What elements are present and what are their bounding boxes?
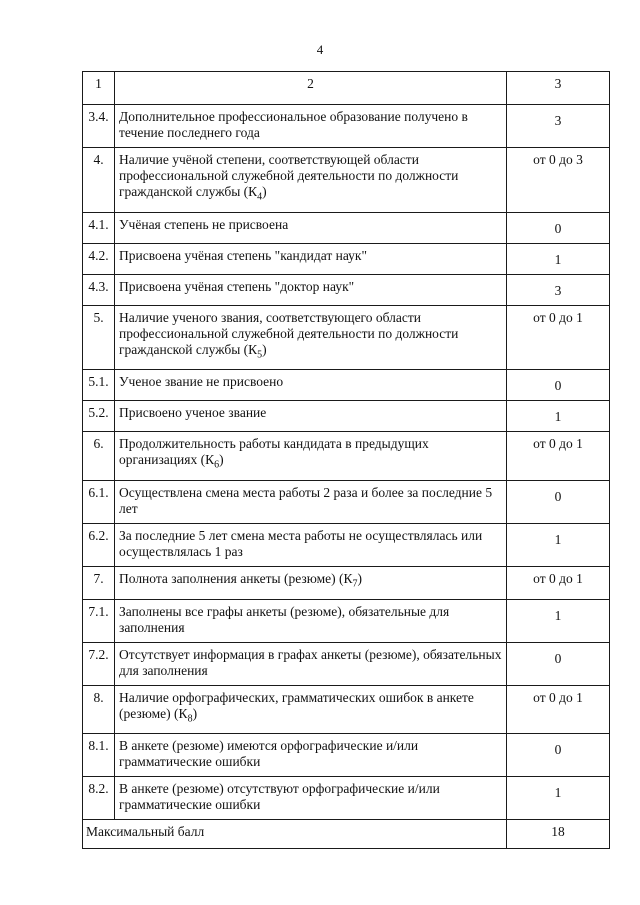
row-score (507, 734, 610, 777)
row-number: 5. (83, 305, 115, 370)
row-description: Осуществлена смена места работы 2 раза и более за последние 5 лет (115, 481, 507, 524)
row-score-value: 1 (554, 607, 562, 623)
table-header-row (83, 72, 610, 105)
table-row (83, 432, 610, 481)
row-number: 7.2. (83, 642, 115, 685)
row-description: Заполнены все графы анкеты (резюме), обязательные для заполнения (115, 599, 507, 642)
row-number: 4.1. (83, 212, 115, 243)
column-header-1: 1 (83, 72, 115, 105)
table-row (83, 734, 610, 777)
row-score (507, 642, 610, 685)
row-score (507, 148, 610, 213)
row-description: Наличие ученого звания, соответствующего области профессиональной служебной деятельности по должности гражданской службы $(К_5)$ (115, 305, 507, 370)
row-number: 5.1. (83, 370, 115, 401)
table-row (83, 685, 610, 734)
row-description: Присвоено ученое звание (115, 401, 507, 432)
table-row (83, 481, 610, 524)
column-header-3: 3 (507, 72, 610, 105)
row-score (507, 481, 610, 524)
row-score (507, 599, 610, 642)
row-number: 6. (83, 432, 115, 481)
row-score (507, 274, 610, 305)
row-number: 6.1. (83, 481, 115, 524)
row-number: 8. (83, 685, 115, 734)
row-score (507, 567, 610, 600)
row-score (507, 432, 610, 481)
table-row (83, 642, 610, 685)
row-score-value: 0 (554, 220, 562, 236)
total-value: 18 (507, 820, 610, 849)
row-description: Продолжительность работы кандидата в предыдущих организациях $(К_6)$ (115, 432, 507, 481)
total-row (83, 820, 610, 849)
row-number: 4.2. (83, 243, 115, 274)
row-score-value: от 0 до 3 (533, 152, 583, 167)
row-score-value: 1 (554, 251, 562, 267)
row-number: 7. (83, 567, 115, 600)
row-description: В анкете (резюме) отсутствуют орфографические и/или грамматические ошибки (115, 777, 507, 820)
table-row (83, 305, 610, 370)
row-number: 8.1. (83, 734, 115, 777)
row-description: Ученое звание не присвоено (115, 370, 507, 401)
row-number: 3.4. (83, 105, 115, 148)
row-number: 7.1. (83, 599, 115, 642)
table-row (83, 777, 610, 820)
row-score-value: от 0 до 1 (533, 571, 583, 587)
table-row (83, 105, 610, 148)
row-score-value: 0 (554, 489, 562, 505)
row-score-value: 1 (554, 409, 562, 425)
total-label: Максимальный балл (83, 820, 507, 849)
row-score-value: от 0 до 1 (533, 689, 583, 705)
row-description: Отсутствует информация в графах анкеты (резюме), обязательных для заполнения (115, 642, 507, 685)
row-score-value: 1 (554, 532, 562, 548)
row-description: Присвоена учёная степень "доктор наук" (115, 274, 507, 305)
row-score-value: 0 (554, 650, 562, 666)
criteria-table (82, 71, 610, 849)
row-description: Наличие орфографических, грамматических ошибок в анкете (резюме) $(К_8)$ (115, 685, 507, 734)
row-score (507, 370, 610, 401)
table-row (83, 370, 610, 401)
row-score-value: от 0 до 1 (533, 309, 583, 325)
row-number: 5.2. (83, 401, 115, 432)
row-score (507, 777, 610, 820)
row-score (507, 305, 610, 370)
table-row (83, 567, 610, 600)
row-score-value: 1 (554, 785, 562, 801)
row-score (507, 105, 610, 148)
table-row (83, 401, 610, 432)
row-description: В анкете (резюме) имеются орфографические и/или грамматические ошибки (115, 734, 507, 777)
row-description: За последние 5 лет смена места работы не осуществлялась или осуществлялась 1 раз (115, 524, 507, 567)
table-row (83, 524, 610, 567)
row-description: Наличие учёной степени, соответствующей области профессиональной служебной деятельности по должности гражданской службы $(К_4)$ (115, 148, 507, 213)
row-score (507, 401, 610, 432)
row-description: Присвоена учёная степень "кандидат наук" (115, 243, 507, 274)
row-number: 6.2. (83, 524, 115, 567)
page-number: 4 (316, 42, 324, 57)
row-score (507, 524, 610, 567)
table-row (83, 243, 610, 274)
table-row (83, 274, 610, 305)
row-description: Учёная степень не присвоена (115, 212, 507, 243)
row-score-value: 3 (554, 282, 562, 298)
column-header-2: 2 (115, 72, 507, 105)
row-score (507, 212, 610, 243)
row-description: Дополнительное профессиональное образование получено в течение последнего года (115, 105, 507, 148)
row-score (507, 243, 610, 274)
table-row (83, 599, 610, 642)
row-score-value: 0 (554, 742, 562, 758)
table-row (83, 148, 610, 213)
row-score-value: от 0 до 1 (533, 436, 583, 452)
row-number: 4.3. (83, 274, 115, 305)
row-score-value: 3 (554, 113, 562, 128)
row-number: 4. (83, 148, 115, 213)
row-score-value: 0 (554, 378, 562, 394)
row-score (507, 685, 610, 734)
table-row (83, 212, 610, 243)
row-number: 8.2. (83, 777, 115, 820)
row-description: Полнота заполнения анкеты (резюме) $(К_7)$ (115, 567, 507, 600)
